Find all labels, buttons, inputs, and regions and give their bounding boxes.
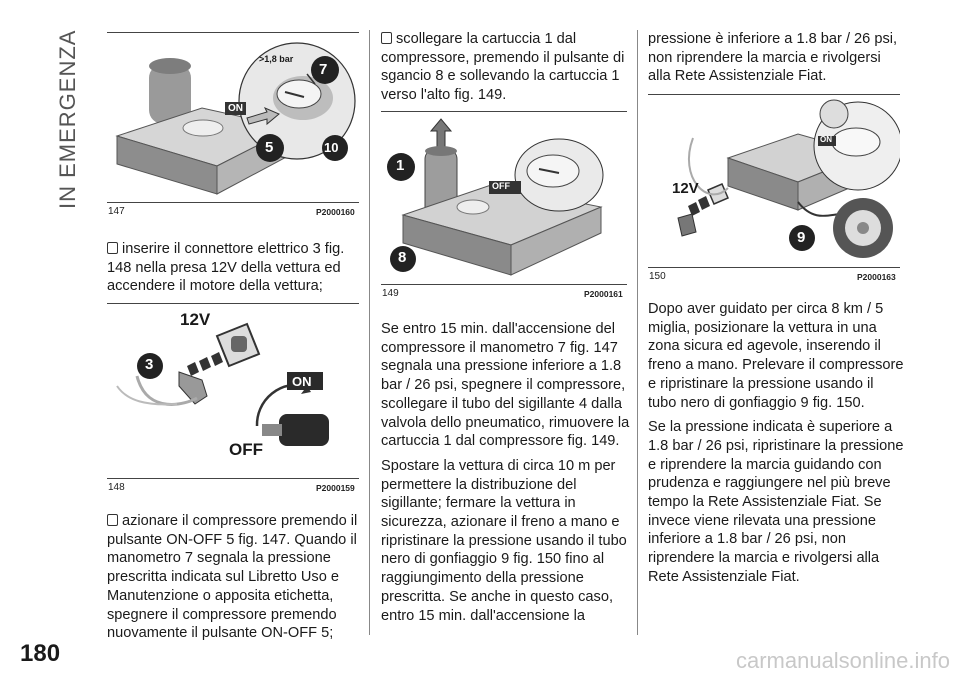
fig147-bottom-rule <box>107 202 359 203</box>
callout-9: 9 <box>797 229 806 246</box>
column-divider-1 <box>369 30 370 635</box>
page-number: 180 <box>20 640 61 667</box>
label-on: ON <box>292 374 312 389</box>
label-12v: 12V <box>672 180 699 197</box>
col2-text-a: scollegare la cartuccia 1 dal compressore, premendo il pulsante di sgancio 8 e sollevando la cartuccia 1 verso l'alto fig. 149. <box>381 31 625 104</box>
col3-text-b: Dopo aver guidato per circa 8 km / 5 miglia, posizionare la vettura in una zona sicura ed agevole, inserendo il freno a mano. Prelevare il compressore e ripristinare la pressione usando il tubo nero di gonfiaggio 9 fig. 150. Se la pressione indicata è superiore a 1.8 bar / 26 psi, ripristinare la pressione e riprendere la marcia guidando con prudenza e raggiungere nel più breve tempo la Rete Assistenziale Fiat. Se invece viene rilevata una pressione inferiore a 1.8 bar / 26 psi, non riprendere la marcia e rivolgersi alla Rete Assistenziale Fiat. <box>648 301 904 585</box>
column-divider-2 <box>637 30 638 635</box>
fig149-number: 149 <box>382 288 399 299</box>
col1-text-a: inserire il connettore elettrico 3 fig. 148 nella presa 12V della vettura ed accendere il motore della vettura; <box>107 241 345 295</box>
label-off: OFF <box>492 181 510 191</box>
checkbox-bullet-icon <box>107 514 118 526</box>
fig150-top-rule <box>648 94 900 95</box>
label-on: ON <box>225 102 246 115</box>
watermark: carmanualsonline.info <box>735 648 950 673</box>
label-12v: 12V <box>180 310 211 329</box>
col2-text-b: Se entro 15 min. dall'accensione del compressore il manometro 7 fig. 147 segnala una pressione inferiore a 1.8 bar / 26 psi, spegnere il compressore, scollegare il tubo del sigillante 4 dalla valvola dello pneumatico, rimuovere la cartuccia 1 dal compressore fig. 149. Spostare la vettura di circa 10 m per permettere la distribuzione del sigillante; fermare la vettura in sicurezza, azionare il freno a mano e ripristinare la pressione usando il tubo nero di gonfiaggio 9 fig. 150 fino al raggiungimento della pressione prescritta. Se anche in questo caso, entro 15 min. dall'accensione la <box>381 321 630 624</box>
col3-text-a: pressione è inferiore a 1.8 bar / 26 psi, non riprendere la marcia e rivolgersi alla Rete Assistenziale Fiat. <box>648 31 898 85</box>
label-on: ON <box>820 135 832 144</box>
fig150-number: 150 <box>649 271 666 282</box>
label-pressure: >1,8 bar <box>259 54 294 64</box>
callout-3: 3 <box>145 356 154 373</box>
figure-149 <box>381 115 627 280</box>
fig148-top-rule <box>107 303 359 304</box>
fig150-code: P2000163 <box>857 272 896 282</box>
fig148-bottom-rule <box>107 478 359 479</box>
figure-150 <box>648 98 900 263</box>
section-title: IN EMERGENZA <box>55 30 80 210</box>
callout-1: 1 <box>396 157 405 174</box>
fig150-bottom-rule <box>648 267 900 268</box>
callout-7: 7 <box>319 61 328 78</box>
fig147-code: P2000160 <box>316 207 355 217</box>
fig148-number: 148 <box>108 482 125 493</box>
callout-5: 5 <box>265 139 274 156</box>
figure-148 <box>107 306 359 474</box>
fig148-code: P2000159 <box>316 483 355 493</box>
fig147-number: 147 <box>108 206 125 217</box>
cartridge-removal-illustration <box>381 115 627 280</box>
checkbox-bullet-icon <box>107 242 118 254</box>
fig149-bottom-rule <box>381 284 627 285</box>
callout-8: 8 <box>398 249 407 266</box>
figure-147 <box>107 36 359 198</box>
col1-text-b: azionare il compressore premendo il pulsante ON-OFF 5 fig. 147. Quando il manometro 7 segnala la pressione prescritta indicata sul Libretto Uso e Manutenzione o apposita etichetta, spegnere il compressore premendo nuovamente il pulsante ON-OFF 5; <box>107 513 358 642</box>
checkbox-bullet-icon <box>381 32 392 44</box>
fig149-top-rule <box>381 111 627 112</box>
fig149-code: P2000161 <box>584 289 623 299</box>
label-off: OFF <box>229 440 263 459</box>
callout-10: 10 <box>324 140 339 155</box>
fig147-top-rule <box>107 32 359 33</box>
